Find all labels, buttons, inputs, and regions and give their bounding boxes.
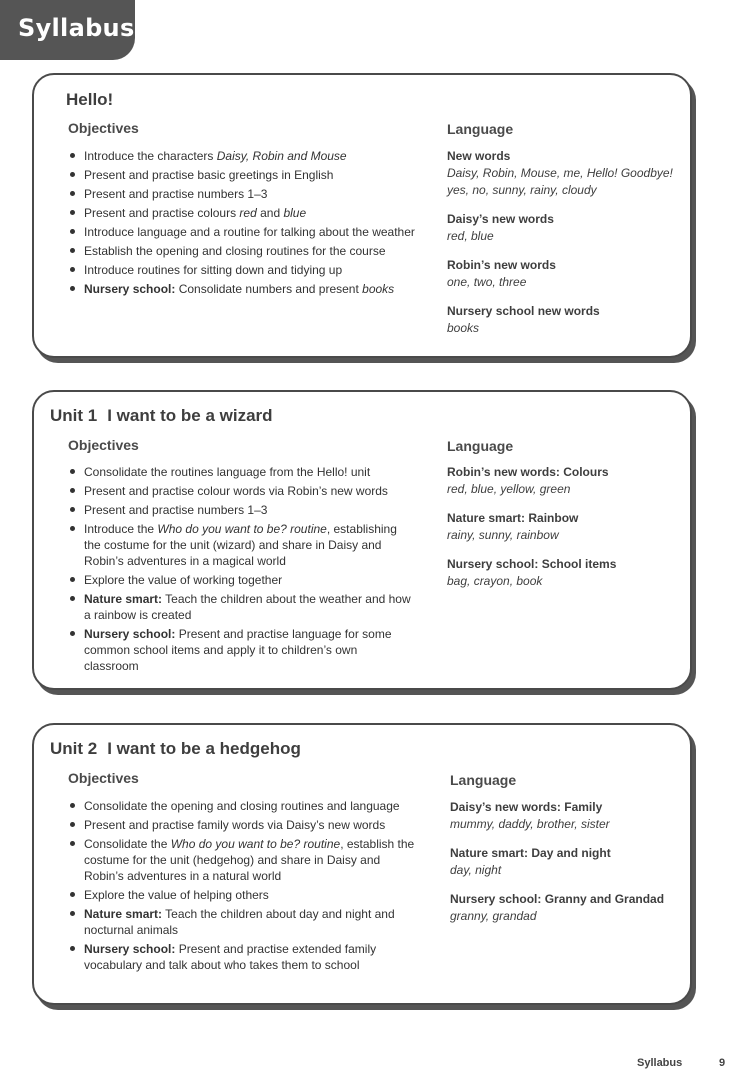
objective-item: Consolidate the Who do you want to be? routine, establish the costume for the unit (hedgehog) and share in Daisy and Robin’s adventures in a natural world [70,836,415,884]
language-words: red, blue [447,229,494,243]
objective-item: Present and practise family words via Daisy’s new words [70,817,415,833]
syllabus-card-unit-2 [32,723,692,1005]
language-group-heading: Daisy’s new words [447,212,554,226]
objective-item: Establish the opening and closing routines for the course [70,243,415,259]
unit-title-text: I want to be a hedgehog [107,739,301,758]
language-group-heading: Robin’s new words: Colours [447,465,609,479]
language-list [447,148,692,349]
objective-item: Consolidate the routines language from the Hello! unit [70,464,415,480]
language-group-heading: Nursery school: School items [447,557,617,571]
language-words: bag, crayon, book [447,574,543,588]
language-group [450,845,695,879]
language-group-heading: New words [447,149,511,163]
language-group [450,891,695,925]
language-group [447,510,692,544]
objective-item: Introduce routines for sitting down and tidying up [70,262,415,278]
section-tab-title: Syllabus [18,14,135,42]
objective-item: Consolidate the opening and closing routines and language [70,798,415,814]
objective-item: Nursery school: Consolidate numbers and present books [70,281,415,297]
objective-item: Introduce the characters Daisy, Robin and Mouse [70,148,415,164]
objective-item: Explore the value of working together [70,572,415,588]
unit-title-text: Hello! [66,90,114,109]
unit-number: Unit 2 [50,739,98,758]
language-group-heading: Daisy’s new words: Family [450,800,603,814]
language-group-heading: Nursery school: Granny and Grandad [450,892,665,906]
syllabus-card-unit-1 [32,390,692,690]
language-group-heading: Nature smart: Day and night [450,846,611,860]
language-words: one, two, three [447,275,527,289]
objective-item: Introduce the Who do you want to be? routine, establishing the costume for the unit (wizard) and share in Daisy and Robin’s adventures in a magical world [70,521,415,569]
language-words: mummy, daddy, brother, sister [450,817,610,831]
language-group [447,303,692,337]
objectives-heading: Objectives [68,120,139,136]
language-group [447,257,692,291]
objectives-list [70,798,415,976]
unit-title-text: I want to be a wizard [107,406,273,425]
unit-title [50,406,273,426]
language-list [450,799,695,937]
language-list [447,464,692,602]
page-number: 9 [719,1057,726,1069]
objective-item: Nature smart: Teach the children about day and night and nocturnal animals [70,906,415,938]
objective-item: Nursery school: Present and practise extended family vocabulary and talk about who takes them to school [70,941,415,973]
objective-item: Present and practise colours red and blue [70,205,415,221]
language-words: day, night [450,863,502,877]
language-group-heading: Robin’s new words [447,258,556,272]
language-group-heading: Nursery school new words [447,304,600,318]
unit-title [66,90,113,110]
objective-item: Nursery school: Present and practise language for some common school items and apply it to children’s own classroom [70,626,415,674]
objective-item: Introduce language and a routine for talking about the weather [70,224,415,240]
language-group [447,148,692,199]
language-heading: Language [447,438,514,454]
unit-title [50,739,301,759]
footer-section-label: Syllabus [637,1057,683,1069]
objectives-list [70,464,415,677]
language-group [450,799,695,833]
objective-item: Present and practise colour words via Robin’s new words [70,483,415,499]
language-words: red, blue, yellow, green [447,482,571,496]
objective-item: Nature smart: Teach the children about the weather and how a rainbow is created [70,591,415,623]
objective-item: Explore the value of helping others [70,887,415,903]
language-group [447,556,692,590]
syllabus-card-hello [32,73,692,358]
language-group [447,464,692,498]
language-words: books [447,321,480,335]
objectives-list [70,148,415,300]
unit-number: Unit 1 [50,406,98,425]
objective-item: Present and practise numbers 1–3 [70,502,415,518]
language-words: rainy, sunny, rainbow [447,528,559,542]
language-words: Daisy, Robin, Mouse, me, Hello! Goodbye! yes, no, sunny, rainy, cloudy [447,166,673,197]
language-words: granny, grandad [450,909,537,923]
section-tab [0,0,135,60]
objectives-heading: Objectives [68,437,139,453]
language-heading: Language [447,121,514,137]
objective-item: Present and practise numbers 1–3 [70,186,415,202]
objectives-heading: Objectives [68,770,139,786]
language-heading: Language [450,772,517,788]
language-group [447,211,692,245]
language-group-heading: Nature smart: Rainbow [447,511,579,525]
objective-item: Present and practise basic greetings in English [70,167,415,183]
